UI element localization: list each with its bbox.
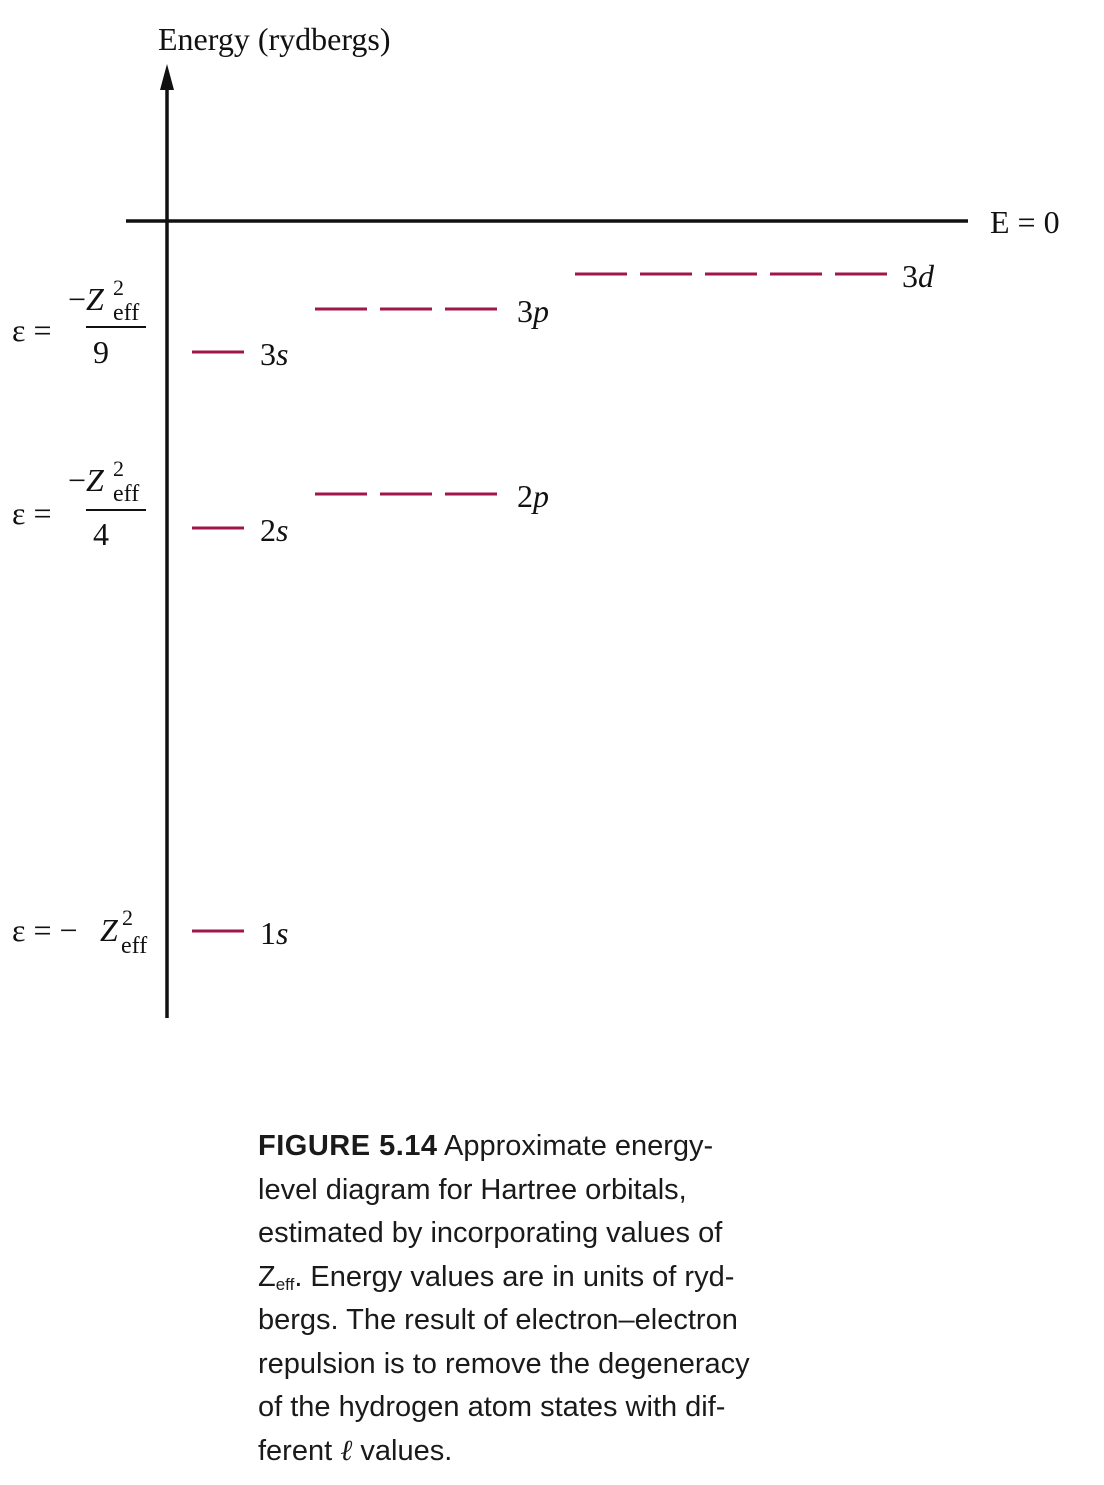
formula-prefix: ε = [12,312,52,348]
formula-denominator: 9 [93,334,109,370]
caption-line: of the hydrogen atom states with dif- [258,1391,726,1423]
formula-sign: − [68,462,87,498]
formula-exponent: 2 [122,905,133,930]
formula-subscript: eff [113,300,140,326]
level-2s [192,512,288,548]
formula-subscript: eff [121,933,148,959]
level-3s [192,336,288,372]
formula-prefix: ε = [12,495,52,531]
ell-symbol: ℓ [340,1434,353,1467]
energy-formula-n2 [12,456,146,552]
axis-title: Energy (rydbergs) [158,21,391,57]
formula-variable: Z [100,912,118,948]
caption-text: Approximate energy- [444,1130,714,1162]
caption-line [258,1430,838,1474]
caption-line [258,1125,838,1169]
formula-variable: Z [86,462,104,498]
caption-line: level diagram for Hartree orbitals, [258,1173,687,1206]
orbital-label: 3p [517,293,549,329]
energy-levels [192,258,935,951]
level-3p [315,293,549,329]
level-3d [575,258,935,294]
formula-numerator [68,462,105,498]
axis-arrowhead [160,64,174,90]
energy-formula-n3 [12,275,146,370]
caption-line [258,1256,838,1300]
formula-subscript: eff [113,481,140,507]
caption-text: values. [360,1434,453,1467]
formula-prefix: ε = − [12,912,78,948]
caption-line: estimated by incorporating values of [258,1217,723,1249]
figure-caption [258,1125,838,1473]
orbital-label: 1s [260,915,289,951]
formula-exponent: 2 [113,275,124,300]
orbital-label: 2p [517,478,549,514]
energy-formula-n1 [12,905,147,959]
formula-numerator [68,281,105,317]
zeff-symbol: Z [258,1260,276,1293]
orbital-label: 3d [902,258,934,294]
formula-exponent: 2 [113,456,124,481]
caption-line: bergs. The result of electron–electron [258,1304,738,1336]
level-2p [315,478,549,514]
caption-text: . Energy values are in units of ryd- [294,1260,735,1293]
zero-energy-label: E = 0 [990,204,1060,240]
formula-variable: Z [86,281,104,317]
caption-line: repulsion is to remove the degeneracy [258,1347,750,1380]
formula-denominator: 4 [93,516,109,552]
zeff-subscript: eff [275,1274,295,1294]
figure-label: FIGURE 5.14 [258,1130,438,1162]
caption-text: ferent [258,1434,333,1467]
orbital-label: 3s [260,336,289,372]
orbital-label: 2s [260,512,289,548]
formula-sign: − [68,281,87,317]
level-1s [192,915,288,951]
